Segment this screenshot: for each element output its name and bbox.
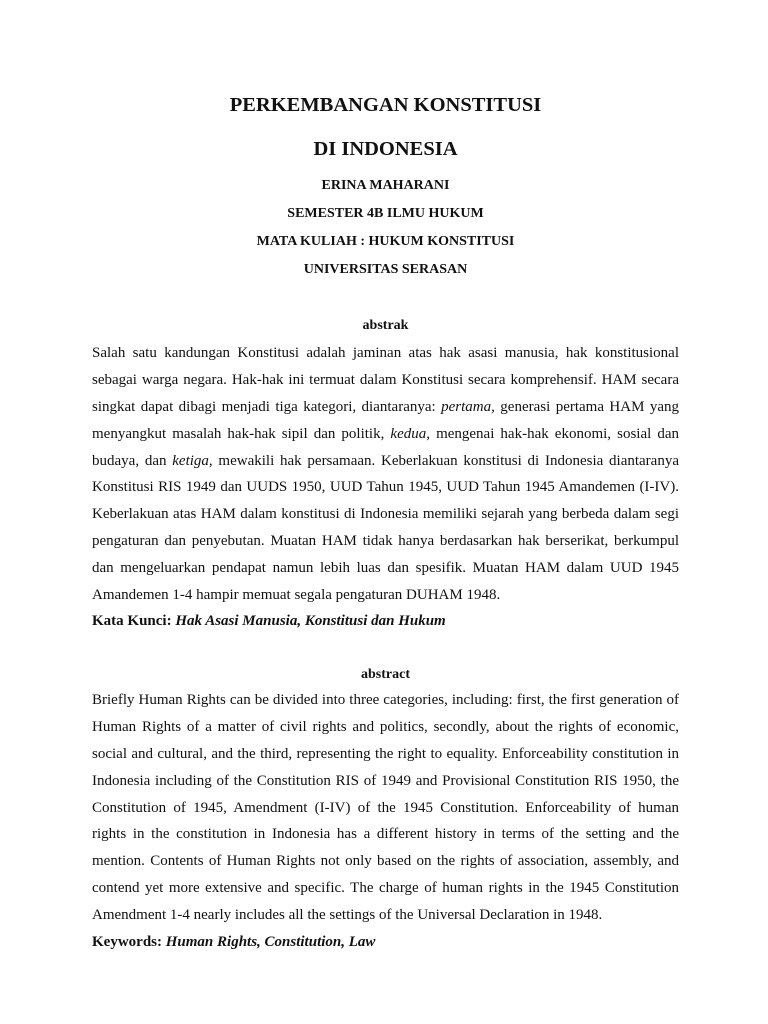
abstrak-heading: abstrak [362, 318, 409, 333]
abstrak-keywords-value: Hak Asasi Manusia, Konstitusi dan Hukum [175, 613, 446, 629]
abstract-line: mention. Contents of Human Rights not only based on the rights of association, assembly, and [92, 853, 679, 870]
abstrak-line: sebagai warga negara. Hak-hak ini termuat dalam Konstitusi secara komprehensif. HAM secara [92, 371, 679, 388]
abstrak-line: singkat dapat dibagi menjadi tiga kategori, diantaranya: pertama, generasi pertama HAM yang [92, 398, 680, 415]
abstract-line: Amendment 1-4 nearly includes all the settings of the Universal Declaration in 1948. [92, 907, 603, 924]
document-title-line-2: DI INDONESIA [313, 138, 458, 160]
abstract-line: Constitution of 1945, Amendment (I-IV) of the 1945 Constitution. Enforceability of human [92, 799, 679, 816]
abstract-line: Indonesia including of the Constitution RIS of 1949 and Provisional Constitution RIS 1950, the [92, 772, 679, 789]
abstrak-line: Amandemen 1-4 hampir memuat segala pengaturan DUHAM 1948. [92, 587, 501, 604]
abstract-line: contend yet more extensive and specific. The charge of human rights in the 1945 Constitution [92, 880, 679, 897]
abstrak-line: dan mengeluarkan pendapat namun lebih luas dan spesifik. Muatan HAM dalam UUD 1945 [92, 560, 679, 577]
abstrak-keywords-label: Kata Kunci: [92, 613, 172, 629]
abstrak-body [92, 340, 679, 609]
abstrak-line: pengaturan dan penyebutan. Muatan HAM tidak hanya berdasarkan hak berserikat, berkumpul [92, 533, 679, 550]
abstract-keywords-value: Human Rights, Constitution, Law [165, 934, 376, 950]
course-label: MATA KULIAH : HUKUM KONSTITUSI [256, 234, 515, 249]
abstract-body [92, 687, 679, 929]
abstrak-line: budaya, dan ketiga, mewakili hak persamaan. Keberlakuan konstitusi di Indonesia diantaranya [92, 452, 679, 469]
abstract-line: rights in the constitution in Indonesia has a different history in terms of the setting and the [92, 826, 679, 843]
abstract-line: Briefly Human Rights can be divided into three categories, including: first, the first generation of [92, 692, 679, 708]
abstrak-line: Keberlakuan atas HAM dalam konstitusi di Indonesia memiliki sejarah yang berbeda dalam segi [92, 506, 679, 523]
document-title-line-1: PERKEMBANGAN KONSTITUSI [229, 94, 542, 116]
abstrak-line: menyangkut masalah hak-hak sipil dan politik, kedua, mengenai hak-hak ekonomi, sosial dan [92, 425, 680, 442]
semester-label: SEMESTER 4B ILMU HUKUM [287, 206, 484, 221]
abstract-keywords [92, 932, 679, 952]
university-label: UNIVERSITAS SERASAN [303, 262, 468, 277]
abstract-keywords-label: Keywords: [92, 934, 162, 950]
author-name: ERINA MAHARANI [321, 178, 450, 193]
abstract-line: social and cultural, and the third, representing the right to equality. Enforceability constitution in [92, 745, 679, 762]
abstrak-keywords [92, 611, 679, 631]
abstrak-line: Konstitusi RIS 1949 dan UUDS 1950, UUD Tahun 1945, UUD Tahun 1945 Amandemen (I-IV). [92, 479, 679, 496]
abstrak-line: Salah satu kandungan Konstitusi adalah jaminan atas hak asasi manusia, hak konstitusional [92, 345, 679, 361]
abstract-heading: abstract [361, 667, 410, 682]
abstract-line: Human Rights of a matter of civil rights and politics, secondly, about the rights of economic, [92, 718, 679, 735]
